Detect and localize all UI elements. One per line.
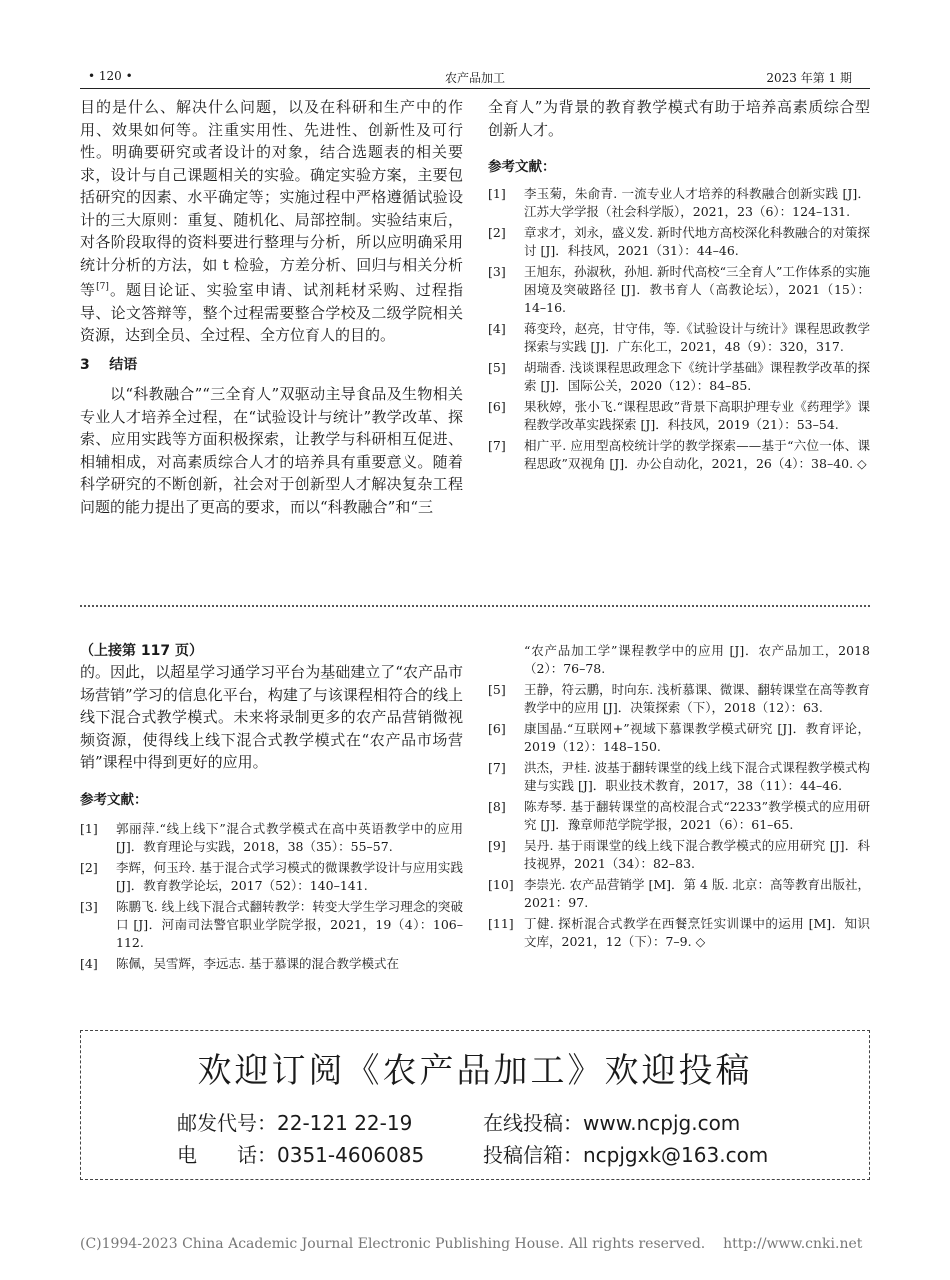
submission-email: 投稿信箱：ncpjgxk@163.com: [483, 1143, 769, 1167]
reference-number: [3]: [488, 264, 506, 279]
reference-text: 洪杰，尹桂. 波基于翻转课堂的线上线下混合式课程教学模式构建与实践 [J]．职业技术教育，2017，38（11）：44–46.: [524, 760, 870, 793]
reference-item: [488, 837, 870, 873]
body-paragraph: 的。因此，以超星学习通学习平台为基础建立了“农产品市场营销”学习的信息化平台，构建了与该课程相符合的线上线下混合式教学模式。未来将录制更多的农产品营销微视频资源，使得线上线下混合式教学模式在“农产品市场营销”课程中得到更好的应用。: [80, 663, 463, 771]
references-list: [488, 185, 870, 473]
reference-item: [80, 859, 463, 895]
reference-item: [488, 398, 870, 434]
reference-text: 吴丹. 基于雨课堂的线上线下混合教学模式的应用研究 [J]．科技视界，2021（34）：82–83.: [524, 838, 870, 871]
section-heading: 3 结语: [80, 356, 138, 373]
reference-number: [7]: [488, 438, 506, 453]
body-paragraph: 目的是什么、解决什么问题，以及在科研和生产中的作用、效果如何等。注重实用性、先进性、创新性及可行性。明确要研究或者设计的对象，结合选题表的相关要求，设计与自己课题相关的实验。确定实验方案，主要包括研究的因素、水平确定等；实施过程中严格遵循试验设计的三大原则：重复、随机化、局部控制。实验结束后，对各阶段取得的资料要进行整理与分析，所以应明确采用统计分析的方法，如 t 检验，方差分析、回归与相关分析等[7]。题目论证、实验室申请、试剂耗材采购、过程指导、论文答辩等，整个过程需要整合学校及二级学院相关资源，达到全员、全过程、全方位育人的目的。: [80, 98, 463, 344]
upper-left-column: [80, 96, 463, 518]
conclusion-paragraph: 以“科教融合”“三全育人”双驱动主导食品及生物相关专业人才培养全过程，在“试验设计与统计”教学改革、探索、应用实践等方面积极探索，让教学与科研相互促进、相辅相成，对高素质综合人才的培养具有重要意义。随着科学研究的不断创新，社会对于创新型人才解决复杂工程问题的能力提出了更高的要求，而以“科教融合”和“三: [80, 385, 463, 516]
reference-item: [80, 955, 463, 973]
reference-item: [488, 681, 870, 717]
copyright-footer: (C)1994-2023 China Academic Journal Electronic Publishing House. All rights reserved. http://www.cnki.net: [80, 1236, 863, 1252]
continued-from-note: （上接第 117 页）: [80, 643, 203, 659]
reference-item: [488, 224, 870, 260]
citation-mark: [7]: [96, 282, 109, 292]
subscription-title: 欢迎订阅《农产品加工》欢迎投稿: [197, 1051, 753, 1091]
reference-number: [10]: [488, 877, 514, 892]
reference-number: [5]: [488, 682, 506, 697]
reference-number: [9]: [488, 838, 506, 853]
reference-number: [1]: [80, 820, 98, 836]
journal-name: 农产品加工: [444, 71, 505, 85]
reference-item: [488, 185, 870, 221]
reference-item: [488, 263, 870, 317]
continued-paragraph: 全育人”为背景的教育教学模式有助于培养高素质综合型创新人才。: [488, 98, 870, 139]
reference-text: 李崇光. 农产品营销学 [M]．第 4 版. 北京：高等教育出版社，2021：97.: [524, 877, 870, 910]
reference-text: 王旭东，孙淑秋，孙旭. 新时代高校“三全育人”工作体系的实施困境及突破路径 [J]．教书育人（高教论坛），2021（15）：14–16.: [524, 264, 870, 315]
header-rule: [80, 88, 870, 89]
phone: 电 话：0351-4606085: [177, 1143, 425, 1167]
references-title: 参考文献：: [80, 791, 148, 808]
reference-number: [1]: [488, 186, 506, 201]
reference-number: [2]: [80, 859, 98, 875]
reference-item: [488, 720, 870, 756]
reference-text: 果秋婷，张小飞.“课程思政”背景下高职护理专业《药理学》课程教学改革实践探索 [J]．科技风，2019（21）：53–54.: [524, 399, 870, 432]
reference-number: [2]: [488, 225, 506, 240]
reference-item: [80, 820, 463, 856]
reference-item: [80, 898, 463, 952]
reference-text: 蒋变玲，赵亮，甘守伟，等.《试验设计与统计》课程思政教学探索与实践 [J]．广东化工，2021，48（9）：320，317.: [524, 321, 870, 354]
lower-right-column: [488, 642, 870, 954]
reference-text: 相广平. 应用型高校统计学的教学探索——基于“六位一体、课程思政”双视角 [J]．办公自动化，2021，26（4）：38–40. ◇: [524, 438, 870, 471]
reference-number: [4]: [80, 955, 98, 971]
reference-text: 胡瑞香. 浅谈课程思政理念下《统计学基础》课程教学改革的探索 [J]．国际公关，2020（12）：84–85.: [524, 360, 870, 393]
reference-item: [488, 759, 870, 795]
reference-text: 李玉菊，朱俞青. 一流专业人才培养的科教融合创新实践 [J]．江苏大学学报（社会科学版），2021，23（6）：124–131.: [524, 186, 870, 219]
reference-number: [7]: [488, 760, 506, 775]
reference-text: 王静，符云鹏，时向东. 浅析慕课、微课、翻转课堂在高等教育教学中的应用 [J]．决策探索（下），2018（12）：63.: [524, 682, 870, 715]
reference-text: 陈鹏飞. 线上线下混合式翻转教学：转变大学生学习理念的突破口 [J]．河南司法警官职业学院学报，2021，19（4）：106–112.: [116, 898, 463, 950]
reference-number: [3]: [80, 898, 98, 914]
upper-right-column: [488, 96, 870, 476]
subscription-box: [80, 1030, 870, 1180]
reference-item: [488, 437, 870, 473]
page-number: • 120 •: [88, 69, 133, 83]
reference-text: 陈寿琴. 基于翻转课堂的高校混合式“2233”教学模式的应用研究 [J]．豫章师范学院学报，2021（6）：61–65.: [524, 799, 870, 832]
references-list: [80, 820, 463, 973]
reference-text: 郭丽萍.“线上线下”混合式教学模式在高中英语教学中的应用 [J]．教育理论与实践，2018，38（35）：55–57.: [116, 820, 463, 854]
references-title: 参考文献：: [488, 159, 556, 175]
reference-number: [11]: [488, 916, 514, 931]
reference-text: 章求才，刘永，盛义发. 新时代地方高校深化科教融合的对策探讨 [J]．科技风，2021（31）：44–46.: [524, 225, 870, 258]
issue-label: 2023 年第 1 期: [766, 71, 852, 85]
reference-item: [488, 320, 870, 356]
reference-text: 李辉，何玉玲. 基于混合式学习模式的微课教学设计与应用实践 [J]．教育教学论坛，2017（52）：140–141.: [116, 859, 463, 893]
references-list: [488, 681, 870, 951]
reference-number: [6]: [488, 399, 506, 414]
reference-item: [488, 359, 870, 395]
reference-text: 陈佩，吴雪辉，李远志. 基于慕课的混合教学模式在: [116, 955, 399, 971]
reference-number: [6]: [488, 721, 506, 736]
article-separator: [80, 605, 870, 607]
reference-item: [488, 876, 870, 912]
reference-number: [4]: [488, 321, 506, 336]
reference-continuation: “农产品加工学”课程教学中的应用 [J]．农产品加工，2018（2）：76–78.: [524, 643, 870, 676]
postal-code: 邮发代号：22-121 22-19: [177, 1111, 413, 1135]
reference-number: [5]: [488, 360, 506, 375]
lower-left-column: [80, 640, 463, 976]
reference-text: 康国晶.“互联网+”视域下慕课教学模式研究 [J]．教育评论，2019（12）：148–150.: [524, 721, 870, 754]
online-submission: 在线投稿：www.ncpjg.com: [483, 1111, 741, 1135]
reference-item: [488, 798, 870, 834]
reference-item: [488, 915, 870, 951]
reference-number: [8]: [488, 799, 506, 814]
reference-text: 丁健. 探析混合式教学在西餐烹饪实训课中的运用 [M]．知识文库，2021，12（下）：7–9. ◇: [524, 916, 870, 949]
